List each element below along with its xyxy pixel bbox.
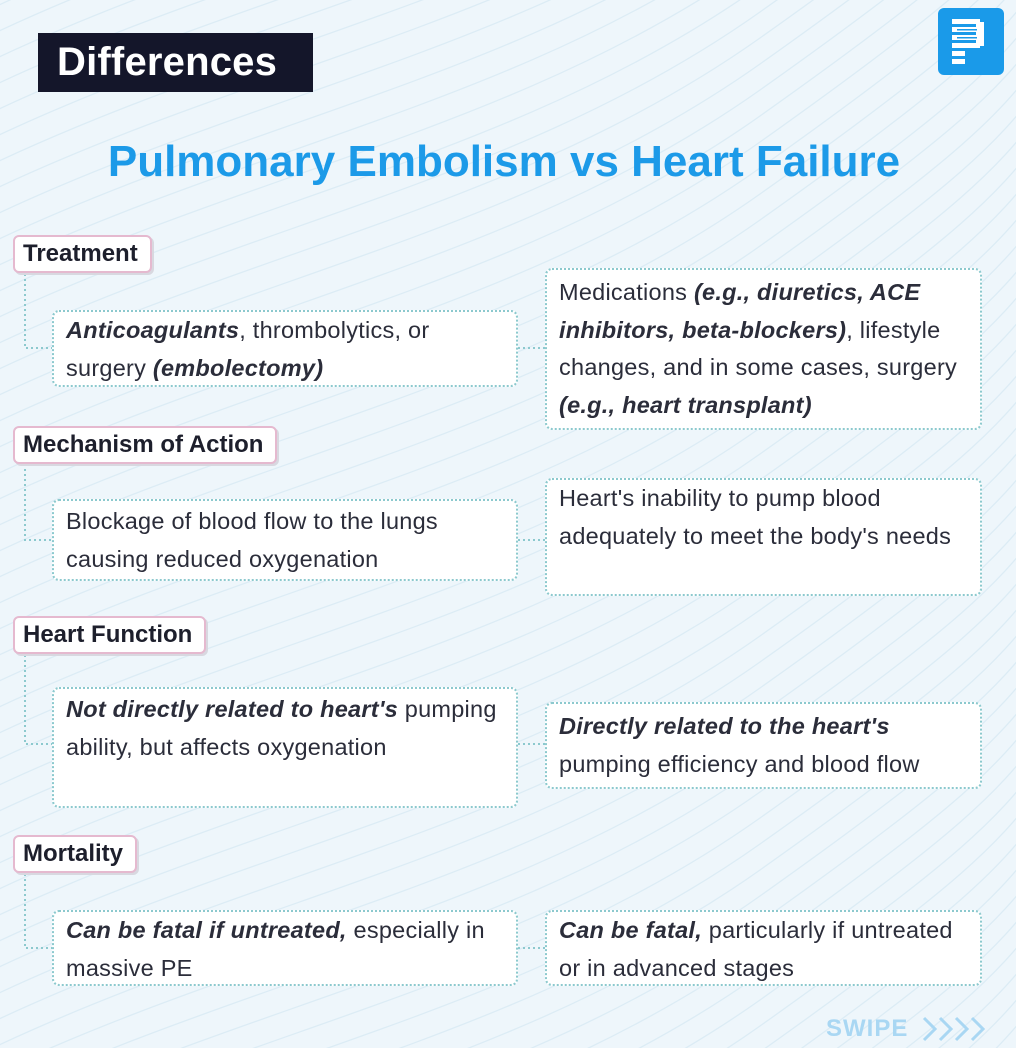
box-text-segment: Blockage of blood flow to the lungs causing reduced oxygenation (66, 508, 438, 572)
pe-mortality-box (52, 910, 518, 986)
section-label-heart-function: Heart Function (13, 616, 206, 654)
pe-treatment-box (52, 310, 518, 387)
swipe-arrows-icon[interactable] (918, 1014, 992, 1044)
box-text-segment: Heart's inability to pump blood adequately to meet the body's needs (559, 485, 952, 549)
box-text-segment: pumping efficiency and blood flow (559, 750, 920, 777)
background-wave-line (0, 168, 1016, 768)
hf-mechanism-box (545, 478, 982, 596)
box-text-segment: Directly related to the heart's (559, 713, 890, 739)
box-text-segment: Medications (559, 279, 694, 305)
box-text-segment: (e.g., heart transplant) (559, 391, 812, 418)
background-wave-line (0, 376, 1016, 976)
hf-mortality-box (545, 910, 982, 986)
category-tag: Differences (38, 33, 313, 92)
swipe-label[interactable]: SWIPE (826, 1015, 909, 1042)
section-label-mechanism: Mechanism of Action (13, 426, 277, 464)
pe-mechanism-box (52, 499, 518, 581)
section-label-mortality: Mortality (13, 835, 137, 873)
box-text-segment: pumping ability, but affects oxygenation (66, 696, 497, 760)
box-text-segment: Anticoagulants (66, 317, 240, 343)
hf-treatment-box (545, 268, 982, 430)
brand-logo-icon (938, 8, 1004, 75)
box-text-segment: , lifestyle changes, and in some cases, surgery (559, 316, 958, 380)
page-title: Pulmonary Embolism vs Heart Failure (107, 137, 901, 186)
box-text-segment: Can be fatal, (559, 917, 702, 943)
box-text-segment: , thrombolytics, or surgery (66, 317, 430, 381)
pe-heart-function-box (52, 687, 518, 808)
hf-heart-function-box (545, 702, 982, 789)
box-text-segment: especially in massive PE (66, 917, 485, 981)
box-text-segment: (e.g., diuretics, ACE inhibitors, beta-blockers) (559, 279, 921, 343)
box-text-segment: Not directly related to heart's (66, 696, 398, 722)
background-wave-line (0, 0, 1016, 14)
box-text-segment: Can be fatal if untreated, (66, 917, 347, 943)
box-text-segment: particularly if untreated or in advanced stages (559, 917, 953, 981)
section-label-treatment: Treatment (13, 235, 152, 273)
box-text-segment: (embolectomy) (152, 354, 324, 381)
